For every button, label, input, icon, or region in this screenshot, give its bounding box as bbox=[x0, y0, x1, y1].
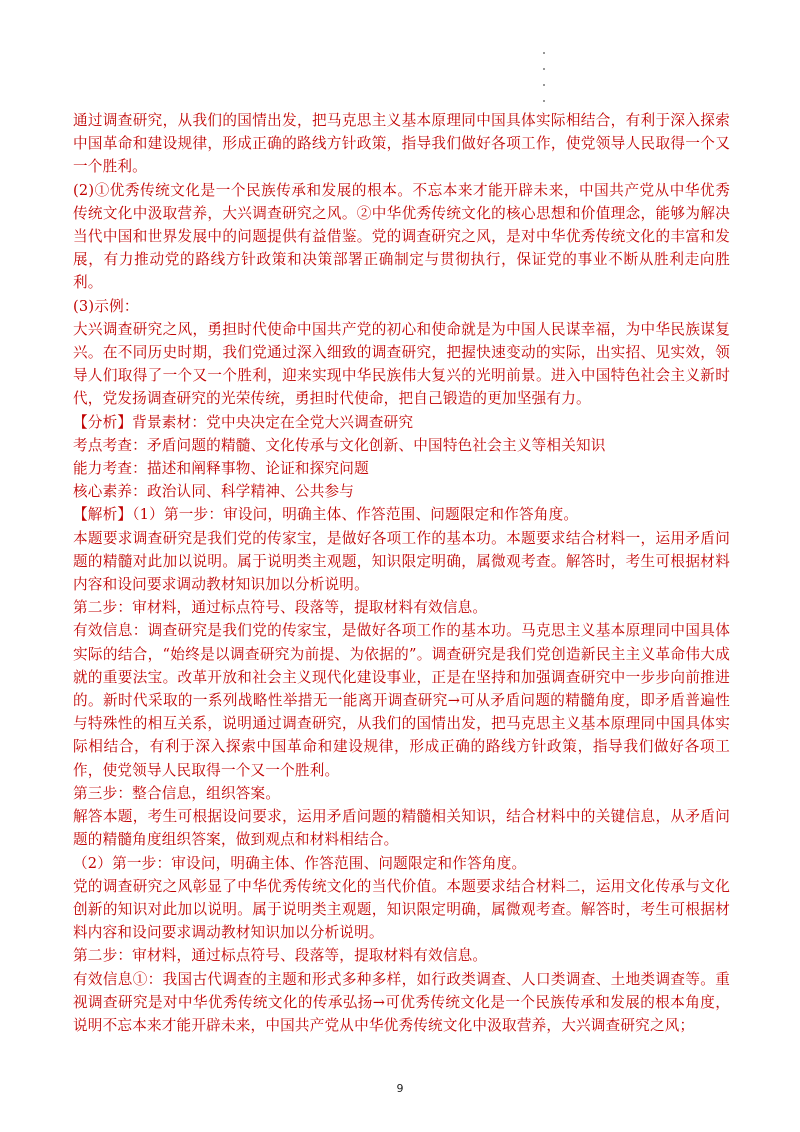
dot bbox=[543, 84, 545, 86]
question-2-step-2: 第二步：审材料，通过标点符号、段落等，提取材料有效信息。 bbox=[73, 947, 488, 965]
page-number: 9 bbox=[396, 1082, 404, 1095]
paragraph-14: 解答本题，考生可根据设问要求，运用矛盾问题的精髓相关知识，结合材料中的关键信息，从矛盾问题的精髓角度组织答案，做到观点和材料相结合。 bbox=[73, 808, 730, 849]
analysis-background: 【分析】背景素材：党中央决定在全党大兴调查研究 bbox=[73, 413, 414, 431]
solution-step-1: 【解析】（1）第一步：审设问，明确主体、作答范围、问题限定和作答角度。 bbox=[73, 506, 579, 524]
paragraph-10: 本题要求调查研究是我们党的传家宝，是做好各项工作的基本功。本题要求结合材料一，运用矛盾问题的精髓对此加以说明。属于说明类主观题，知识限定明确，属微观考查。解答时，考生可根据材料内容和设问要求调动教材知识加以分析说明。 bbox=[73, 529, 730, 594]
solution-step-3: 第三步：整合信息，组织答案。 bbox=[73, 784, 281, 802]
analysis-literacy: 核心素养：政治认同、科学精神、公共参与 bbox=[73, 483, 355, 501]
dot bbox=[543, 52, 545, 54]
paragraph-3: (3)示例： bbox=[73, 297, 139, 315]
question-2-step-1: （2）第一步：审设问，明确主体、作答范围、问题限定和作答角度。 bbox=[73, 854, 527, 872]
paragraph-1: 通过调查研究，从我们的国情出发，把马克思主义基本原理同中国具体实际相结合，有利于深入探索中国革命和建设规律，形成正确的路线方针政策，指导我们做好各项工作，使党领导人民取得一个又一个胜利。 bbox=[73, 112, 730, 176]
solution-step-2: 第二步：审材料，通过标点符号、段落等，提取材料有效信息。 bbox=[73, 599, 488, 617]
analysis-knowledge: 考点考查：矛盾问题的精髓、文化传承与文化创新、中国特色社会主义等相关知识 bbox=[73, 436, 606, 454]
paragraph-4: 大兴调查研究之风，勇担时代使命中国共产党的初心和使命就是为中国人民谋幸福，为中华民族谋复兴。在不同历史时期，我们党通过深入细致的调查研究，把握快速变动的实际，出实招、见实效，领导人们取得了一个又一个胜利，迎来实现中华民族伟大复兴的光明前景。进入中国特色社会主义新时代，党发扬调查研究的光荣传统，勇担时代使命，把自己锻造的更加坚强有力。 bbox=[73, 320, 730, 408]
paragraph-16: 党的调查研究之风彰显了中华优秀传统文化的当代价值。本题要求结合材料二，运用文化传承与文化创新的知识对此加以说明。属于说明类主观题，知识限定明确，属微观考查。解答时，考生可根据材料内容和设问要求调动教材知识加以分析说明。 bbox=[73, 877, 730, 942]
paragraph-12: 有效信息：调查研究是我们党的传家宝，是做好各项工作的基本功。马克思主义基本原理同中国具体实际的结合，“始终是以调查研究为前提、为依据的”。调查研究是我们党创造新民主主义革命伟大成就的重要法宝。改革开放和社会主义现代化建设事业，正是在坚持和加强调查研究中一步步向前推进的。新时代采取的一系列战略性举措无一能离开调查研究→可从矛盾问题的精髓角度，即矛盾普遍性与特殊性的相互关系，说明通过调查研究，从我们的国情出发，把马克思主义基本原理同中国具体实际相结合，有利于深入探索中国革命和建设规律，形成正确的路线方针政策，指导我们做好各项工作，使党领导人民取得一个又一个胜利。 bbox=[73, 622, 730, 779]
dot bbox=[543, 100, 545, 102]
paragraph-18: 有效信息①：我国古代调查的主题和形式多种多样，如行政类调查、人口类调查、土地类调查等。重视调查研究是对中华优秀传统文化的传承弘扬→可优秀传统文化是一个民族传承和发展的根本角度，说明不忘本来才能开辟未来，中国共产党从中华优秀传统文化中汲取营养，大兴调查研究之风； bbox=[73, 970, 730, 1034]
answer-content bbox=[73, 109, 730, 1037]
decorative-dots bbox=[541, 52, 547, 116]
dot bbox=[543, 68, 545, 70]
analysis-ability: 能力考查：描述和阐释事物、论证和探究问题 bbox=[73, 460, 369, 478]
paragraph-2: (2)①优秀传统文化是一个民族传承和发展的根本。不忘本来才能开辟未来，中国共产党从中华优秀传统文化中汲取营养，大兴调查研究之风。②中华优秀传统文化的核心思想和价值理念，能够为解决当代中国和世界发展中的问题提供有益借鉴。党的调查研究之风，是对中华优秀传统文化的丰富和发展，有力推动党的路线方针政策和决策部署正确制定与贯彻执行，保证党的事业不断从胜利走向胜利。 bbox=[73, 181, 730, 292]
